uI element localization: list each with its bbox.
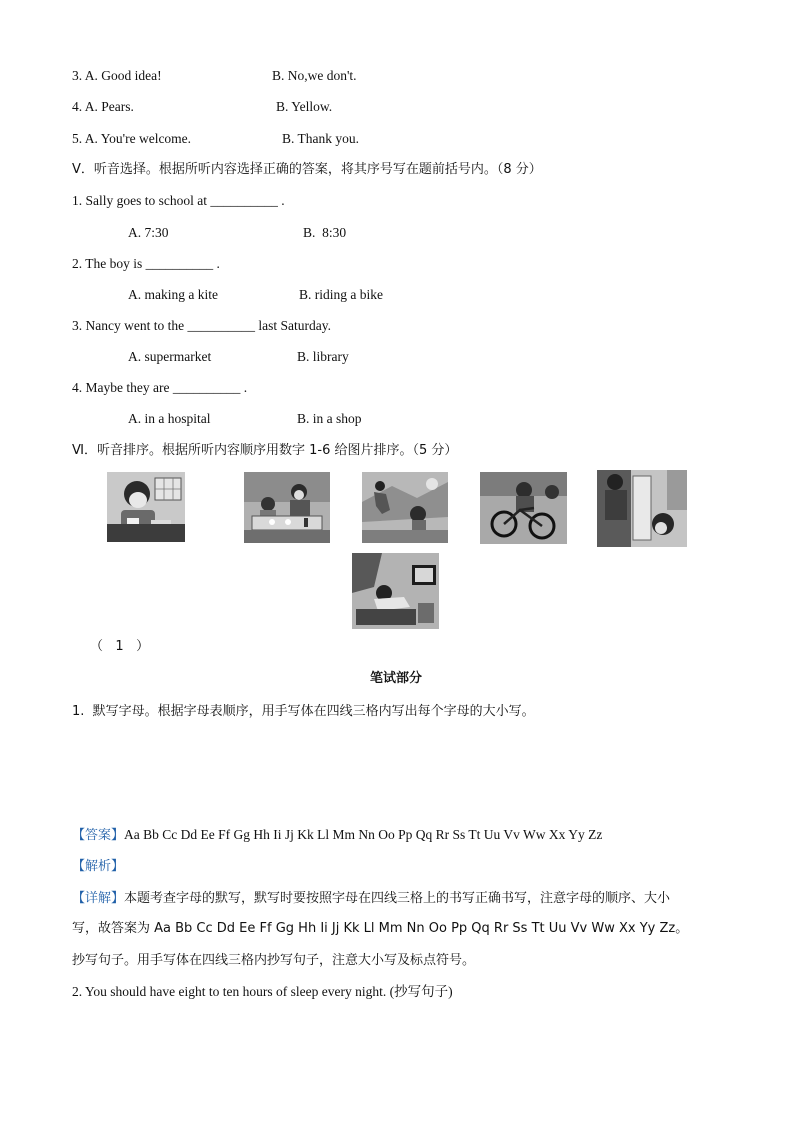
question-v-3: 3. Nancy went to the __________ last Saturday. [72, 318, 331, 333]
written-question-1: 1. 默写字母。根据字母表顺序，用手写体在四线三格内写出每个字母的大小写。 [72, 704, 535, 719]
question-v-1-option-b: B. 8:30 [303, 225, 347, 240]
question-v-1: 1. Sally goes to school at __________ . [72, 193, 285, 208]
question-v-2-option-b: B. riding a bike [299, 287, 383, 302]
detail-tag: 【详解】 [72, 891, 125, 906]
boy-at-desk-icon [107, 472, 185, 542]
boy-riding-bike-icon [480, 472, 567, 544]
question-v-4-option-a: A. in a hospital [128, 411, 211, 426]
option-a-5: 5. A. You're welcome. [72, 131, 192, 146]
option-a-3: 3. A. Good idea! [72, 68, 162, 83]
option-b-3: B. No,we don't. [272, 68, 357, 83]
family-dinner-icon [244, 472, 330, 543]
option-a-4: 4. A. Pears. [72, 99, 134, 114]
option-b-4: B. Yellow. [276, 99, 333, 114]
detail-text-1: 本题考查字母的默写，默写时要按照字母在四线三格上的书写正确书写，注意字母的顺序、大小 [124, 891, 671, 906]
written-section-title: 笔试部分 [370, 671, 423, 686]
detail-line-1 [72, 890, 670, 907]
analysis-tag: 【解析】 [72, 859, 125, 874]
copy-instruction: 抄写句子。用手写体在四线三格内抄写句子，注意大小写及标点符号。 [72, 953, 476, 968]
people-running-icon [362, 472, 448, 543]
answer-parenthesis: （ 1 ） [90, 639, 150, 654]
boy-watching-tv-icon [352, 553, 439, 629]
question-v-2: 2. The boy is __________ . [72, 256, 220, 271]
section-v-heading: V．听音选择。根据所听内容选择正确的答案，将其序号写在题前括号内。（8 分） [72, 162, 542, 177]
written-question-2: 2. You should have eight to ten hours of sleep every night. (抄写句子) [72, 984, 453, 999]
detail-line-2: 写，故答案为 Aa Bb Cc Dd Ee Ff Gg Hh Ii Jj Kk Ll Mm Nn Oo Pp Qq Rr Ss Tt Uu Vv Ww Xx Yy Zz。 [72, 921, 689, 936]
section-vi-heading: Ⅵ．听音排序。根据所听内容顺序用数字 1-6 给图片排序。（5 分） [72, 443, 458, 458]
answer-line [72, 827, 602, 844]
question-v-3-option-b: B. library [297, 349, 349, 364]
question-v-4-option-b: B. in a shop [297, 411, 362, 426]
question-v-1-option-a: A. 7:30 [128, 225, 169, 240]
question-v-2-option-a: A. making a kite [128, 287, 218, 302]
question-v-4: 4. Maybe they are __________ . [72, 380, 248, 395]
question-v-3-option-a: A. supermarket [128, 349, 212, 364]
girl-at-door-icon [597, 470, 687, 547]
answer-tag: 【答案】 [72, 828, 125, 843]
answer-text: Aa Bb Cc Dd Ee Ff Gg Hh Ii Jj Kk Ll Mm Nn Oo Pp Qq Rr Ss Tt Uu Vv Ww Xx Yy Zz [124, 827, 603, 842]
option-b-5: B. Thank you. [282, 131, 359, 146]
